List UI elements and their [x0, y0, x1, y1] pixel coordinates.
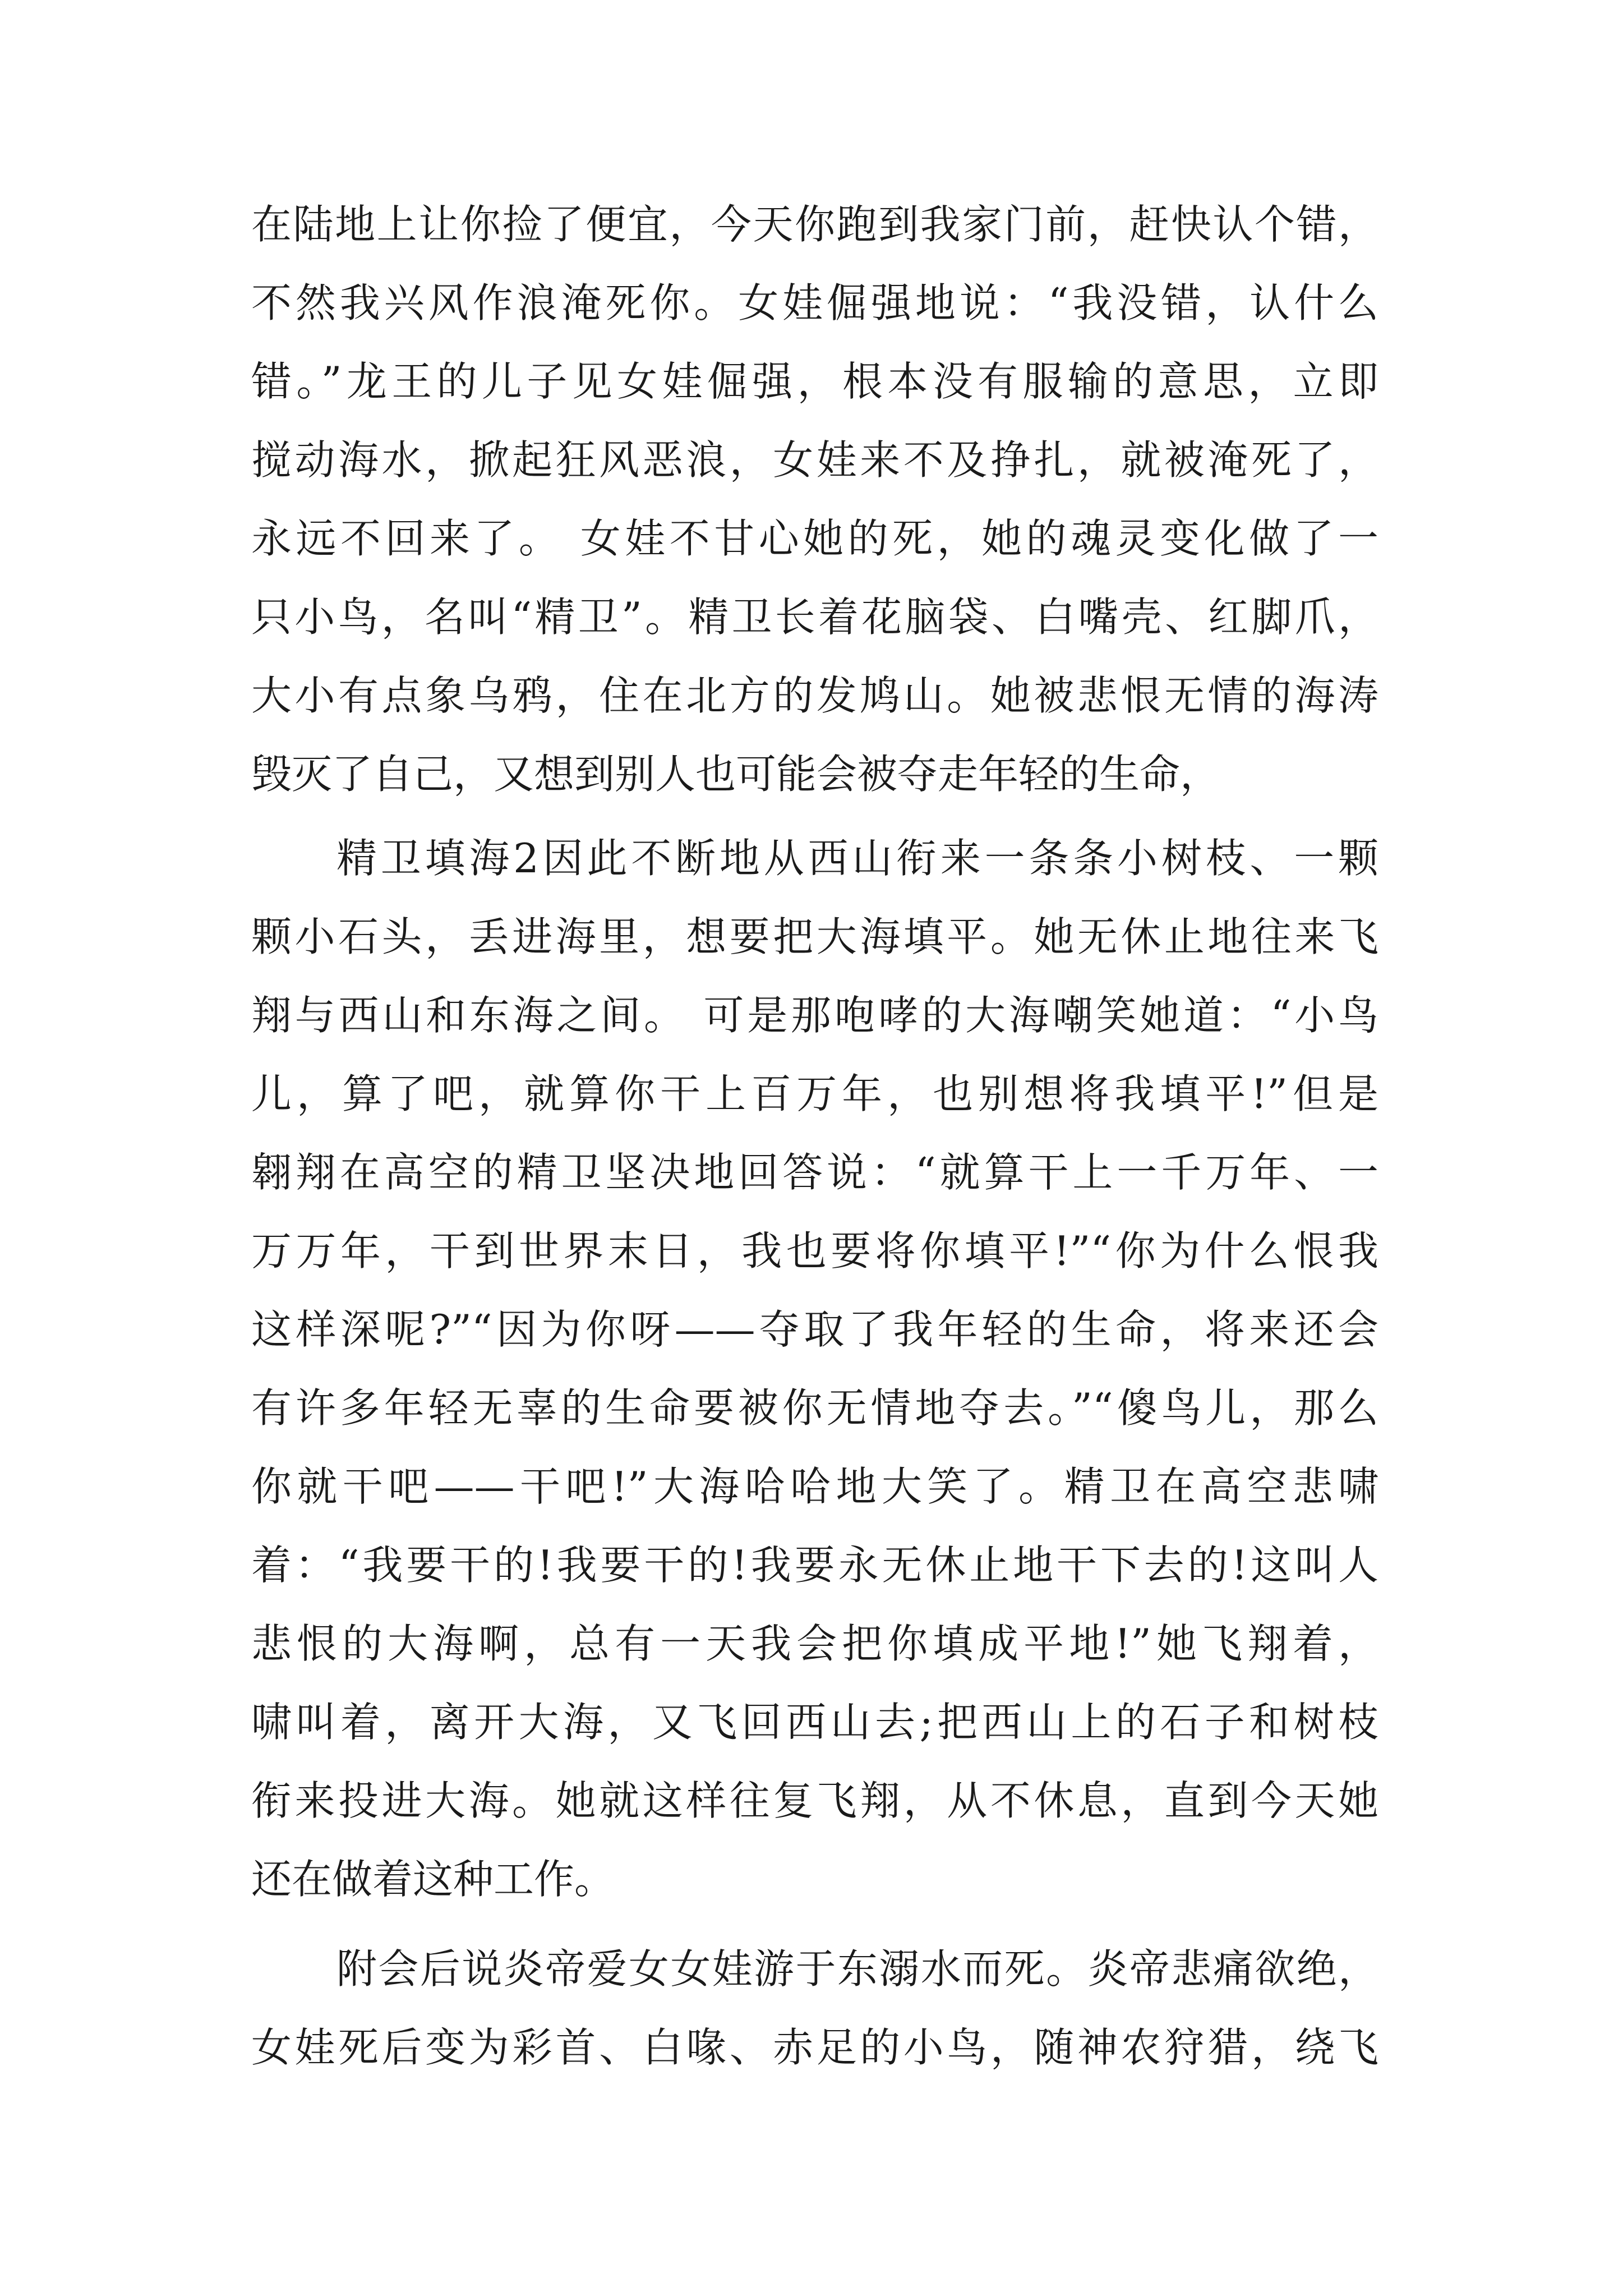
- text-line: 附会后说炎帝爱女女娃游于东溺水而死。炎帝悲痛欲绝，: [336, 1945, 1378, 1993]
- text-line: 衔来投进大海。她就这样往复飞翔，从不休息，直到今天她: [251, 1777, 1378, 1824]
- text-line: 你就干吧——干吧!”大海哈哈地大笑了。精卫在高空悲啸: [251, 1463, 1378, 1510]
- text-line: 不然我兴风作浪淹死你。女娃倔强地说：“我没错，认什么: [251, 279, 1378, 326]
- text-line: 悲恨的大海啊，总有一天我会把你填成平地!”她飞翔着，: [251, 1620, 1378, 1667]
- text-line: 精卫填海2因此不断地从西山衔来一条条小树枝、一颗: [336, 835, 1378, 882]
- text-line: 翱翔在高空的精卫坚决地回答说：“就算干上一千万年、一: [251, 1149, 1378, 1196]
- text-line: 还在做着这种工作。: [251, 1856, 615, 1903]
- text-line: 女娃死后变为彩首、白喙、赤足的小鸟，随神农狩猎，绕飞: [251, 2024, 1378, 2071]
- text-line: 这样深呢?”“因为你呀——夺取了我年轻的生命，将来还会: [251, 1306, 1378, 1353]
- text-line: 错。”龙王的儿子见女娃倔强，根本没有服输的意思，立即: [251, 358, 1378, 405]
- text-line: 万万年，干到世界末日，我也要将你填平!”“你为什么恨我: [251, 1227, 1378, 1274]
- text-line: 搅动海水，掀起狂风恶浪，女娃来不及挣扎，就被淹死了，: [251, 436, 1378, 484]
- text-line: 毁灭了自己，又想到别人也可能会被夺走年轻的生命，: [251, 751, 1221, 798]
- text-line: 有许多年轻无辜的生命要被你无情地夺去。”“傻鸟儿，那么: [251, 1384, 1378, 1432]
- text-line: 永远不回来了。 女娃不甘心她的死，她的魂灵变化做了一: [251, 515, 1378, 562]
- text-line: 着：“我要干的!我要干的!我要永无休止地干下去的!这叫人: [251, 1542, 1378, 1589]
- text-line: 翔与西山和东海之间。 可是那咆哮的大海嘲笑她道：“小鸟: [251, 992, 1378, 1039]
- text-line: 啸叫着，离开大海，又飞回西山去;把西山上的石子和树枝: [251, 1699, 1378, 1746]
- text-line: 只小鸟，名叫“精卫”。精卫长着花脑袋、白嘴壳、红脚爪，: [251, 593, 1378, 641]
- text-line: 大小有点象乌鸦，住在北方的发鸠山。她被悲恨无情的海涛: [251, 672, 1378, 719]
- text-line: 在陆地上让你捡了便宜，今天你跑到我家门前，赶快认个错，: [251, 201, 1378, 248]
- text-line: 颗小石头，丢进海里，想要把大海填平。她无休止地往来飞: [251, 913, 1378, 960]
- text-line: 儿，算了吧，就算你干上百万年，也别想将我填平!”但是: [251, 1070, 1378, 1117]
